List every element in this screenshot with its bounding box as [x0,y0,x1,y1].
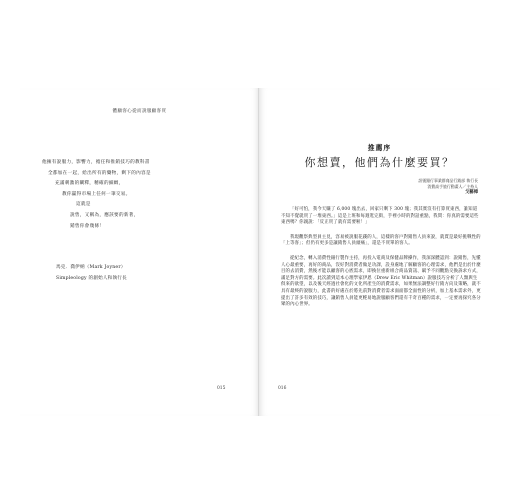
author-affiliation: 訊號銀行事業群商品行銷部 執行長 [418,178,478,183]
paragraph: 我現觀察典型員主見，容易被說服花錢的人，這樣的客戶對銷售人員來說，就賈是最好挑戰性的「上等客」；但仍有更多是讓銷售人員頭痛」，還是不買單的客人。 [281,234,481,247]
quote-line: 這就是 [76,202,91,208]
quote-line: 全都加在一起，給出所有的藥物，剩下的內容是 [48,170,151,176]
quote-line: 他擁有說服力，影響力，擔任和推銷技巧的教科書 [42,160,150,165]
quote-line: 教你贏得市場上任何一筆交易。 [62,191,131,197]
author-role: 消費高手旅行動畫人／主持人 [427,184,478,190]
endorsement-quote [42,158,242,232]
endorser-name: 馬克．喬伊納（Mark Joyner） [56,265,126,270]
quote-line: 充滿刺激的闡釋，精確的細緻， [55,181,124,187]
quote-line: 說售，又稱為，應該要的新著， [70,212,139,218]
chapter-title: 你想賣，他們為什麼要買？ [304,156,455,169]
endorser-title: Simpleology 的創始人和執行長 [56,275,127,281]
left-page [20,88,259,416]
paragraph: 「好可怕，我今天賺了 6,000 塊出去，回家只剩下 300 塊；我其實沒有打算買東西，誰知道不知不覺就買了一堆東西。」這是上班和每週逛完街，手裡小時的對話重點，我問：你真的需要這些東西嗎？你親說：「反正買了就有需要啦！」 [281,207,479,226]
endorser-signature [56,263,127,284]
right-page [259,88,500,416]
paragraph: 從紀念，轉入消費性銀行製作主持，再投入電商及保健品牌操作，我深深體認到：說銷售，先懂人心最重要，再好的商品，沒好對消費者做足功課，設身處地了解顧客的心理需求，他們是出於什麼目的去消費，然後才能以顧客的心底需求，即換位重新組合商品資訊、賦予不同觀點交換訴求方式，滿足對方的需要。此次讀到這本心理學家伊恩（Drew Eric Whitman）說服技巧分析了人類與生俱來的欲望，以及後天經過社會化的文化所產生的消費需求，如果無法調整好行銷方向及策略，就不具有最終的說服力，此書的好處在於將先前對消費者需求面面都全面性的分析，加上基本需求外，更提出了許多有效的技巧，讓銷售人員能更輕易地說服顧客們還有千奇百種的需求，一定要再探究各分眾的內心世界。 [281,255,481,308]
author-name: 戈藝樟 [465,190,478,196]
page-number: 015 [217,386,226,391]
running-head: 體顧客心從而說服顧客買 [112,109,167,114]
author-block [418,178,478,197]
page-number: 016 [278,386,287,391]
body-text [281,207,481,317]
quote-line: 銷售你會幾條！ [70,223,105,229]
section-label: 推薦序 [367,144,392,152]
